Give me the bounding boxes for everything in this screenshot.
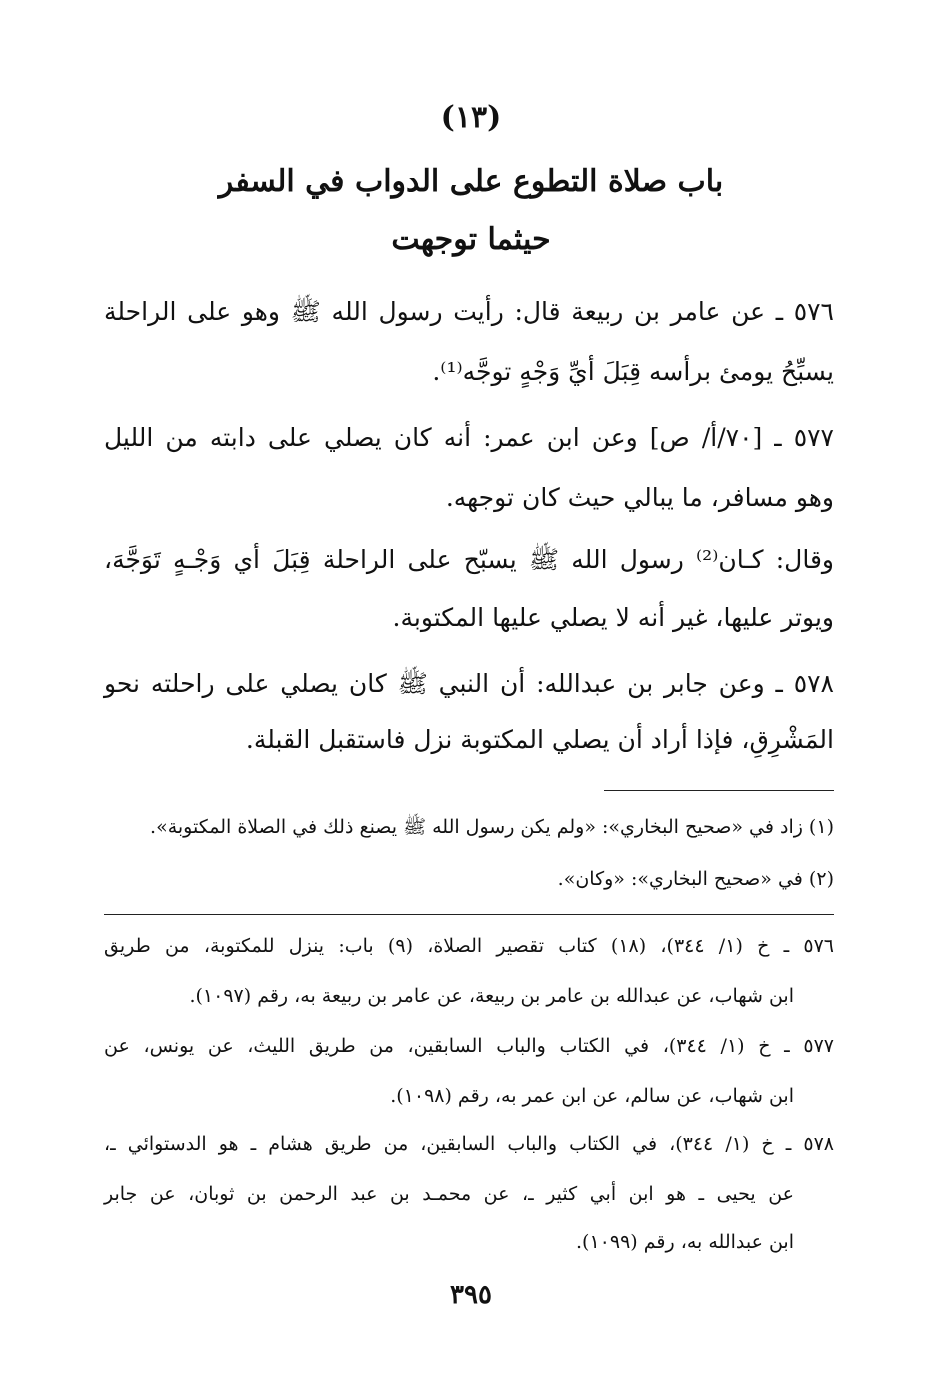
page-number: ٣٩٥ — [450, 1280, 492, 1310]
chapter-title: باب صلاة التطوع على الدواب في السفر — [218, 164, 724, 199]
takhrij-578-line-1: ٥٧٨ ـ خ (١/ ٣٤٤)، في الكتاب والباب السابقين، من طريق هشام ـ هو الدستوائي ـ، — [104, 1133, 834, 1155]
takhrij-576-line-1: ٥٧٦ ـ خ (١/ ٣٤٤)، (١٨) كتاب تقصير الصلاة، (٩) باب: ينزل للمكتوبة، من طريق — [104, 935, 834, 957]
hadith-576-line-1: ٥٧٦ ـ عن عامر بن ربيعة قال: رأيت رسول الله ﷺ وهو على الراحلة — [104, 297, 834, 326]
hadith-578-line-1: ٥٧٨ ـ وعن جابر بن عبدالله: أن النبي ﷺ كان يصلي على راحلته نحو — [104, 669, 834, 698]
chapter-number: (١٣) — [440, 100, 502, 135]
hadith-577b-line-1: وقال: كـان⁽²⁾ رسول الله ﷺ يسبّح على الراحلة قِبَلَ أي وَجْـهٍ تَوَجَّهَ، — [104, 545, 834, 574]
footnote-divider — [604, 790, 834, 791]
chapter-subtitle: حيثما توجهت — [391, 222, 551, 257]
footnote-2: (٢) في «صحيح البخاري»: «وكان». — [557, 868, 834, 890]
hadith-576-line-2: يسبِّحُ يومئ برأسه قِبَلَ أيِّ وَجْهٍ توجَّه⁽¹⁾. — [432, 357, 834, 386]
hadith-578-line-2: المَشْرِقِ، فإذا أراد أن يصلي المكتوبة نزل فاستقبل القبلة. — [245, 725, 834, 754]
takhrij-577-line-2: ابن شهاب، عن سالم، عن ابن عمر به، رقم (١٠٩٨). — [390, 1085, 794, 1107]
takhrij-divider — [104, 914, 834, 915]
takhrij-578-line-2: عن يحيى ـ هو ابن أبي كثير ـ، عن محمـد بن عبد الرحمن بن ثوبان، عن جابر — [104, 1183, 794, 1205]
hadith-577b-line-2: ويوتر عليها، غير أنه لا يصلي عليها المكتوبة. — [392, 603, 834, 632]
hadith-577-line-2: وهو مسافر، ما يبالي حيث كان توجهه. — [445, 483, 834, 512]
hadith-577-line-1: ٥٧٧ ـ [٧٠/أ/ ص] وعن ابن عمر: أنه كان يصلي على دابته من الليل — [104, 423, 834, 452]
footnote-1: (١) زاد في «صحيح البخاري»: «ولم يكن رسول الله ﷺ يصنع ذلك في الصلاة المكتوبة». — [150, 816, 834, 838]
takhrij-578-line-3: ابن عبدالله به، رقم (١٠٩٩). — [576, 1231, 794, 1253]
takhrij-577-line-1: ٥٧٧ ـ خ (١/ ٣٤٤)، في الكتاب والباب السابقين، من طريق الليث، عن يونس، عن — [104, 1035, 834, 1057]
takhrij-576-line-2: ابن شهاب، عن عبدالله بن عامر بن ربيعة، عن عامر بن ربيعة به، رقم (١٠٩٧). — [189, 985, 794, 1007]
